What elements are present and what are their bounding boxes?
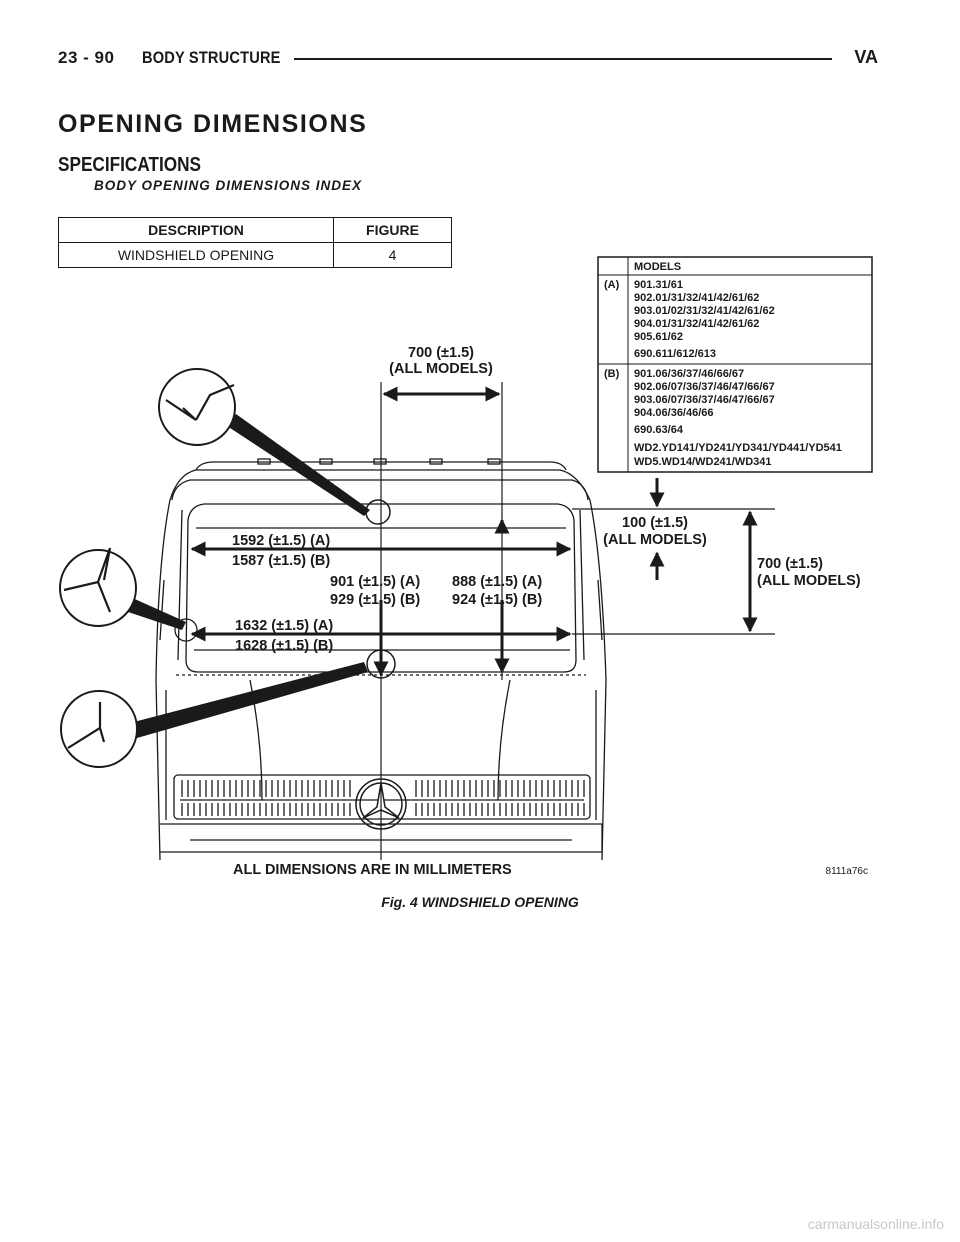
models-b-line: 901.06/36/37/46/66/67 <box>634 368 745 380</box>
figure-caption: Fig. 4 WINDSHIELD OPENING <box>381 894 579 910</box>
models-a-line: 901.31/61 <box>634 279 683 291</box>
page-number: 23 - 90 <box>58 48 115 67</box>
page-title: OPENING DIMENSIONS <box>58 110 368 138</box>
dim-top-value: 700 (±1.5) <box>408 345 474 361</box>
dim-diag-1-b: 929 (±1.5) (B) <box>330 592 421 608</box>
dim-width-2-a: 1632 (±1.5) (A) <box>235 618 334 634</box>
dim-right-2-models: (ALL MODELS) <box>757 573 861 589</box>
models-b-line: 904.06/36/46/66 <box>634 407 714 419</box>
watermark: carmanualsonline.info <box>807 1216 944 1232</box>
models-b-line: WD2.YD141/YD241/YD341/YD441/YD541 <box>634 442 842 454</box>
dim-diag-2-a: 888 (±1.5) (A) <box>452 574 543 590</box>
dim-diag-2-b: 924 (±1.5) (B) <box>452 592 543 608</box>
index-cell-figure: 4 <box>334 243 452 268</box>
figure-id: 8111a76c <box>825 866 868 877</box>
dim-width-1-b: 1587 (±1.5) (B) <box>232 553 331 569</box>
dim-diag-1-a: 901 (±1.5) (A) <box>330 574 421 590</box>
detail-callouts <box>60 369 395 767</box>
models-key-b: (B) <box>604 368 620 380</box>
section-title: BODY STRUCTURE <box>142 48 281 67</box>
dim-width-1-a: 1592 (±1.5) (A) <box>232 533 331 549</box>
dim-width-2-b: 1628 (±1.5) (B) <box>235 638 334 654</box>
index-header-description: DESCRIPTION <box>59 218 334 243</box>
index-title: BODY OPENING DIMENSIONS INDEX <box>94 178 363 193</box>
index-cell-description: WINDSHIELD OPENING <box>59 243 334 268</box>
models-a-line: 903.01/02/31/32/41/42/61/62 <box>634 305 775 317</box>
model-code: VA <box>854 47 878 67</box>
models-b-line: 903.06/07/36/37/46/47/66/67 <box>634 394 775 406</box>
models-key-a: (A) <box>604 279 620 291</box>
models-a-line: 690.611/612/613 <box>634 348 716 360</box>
models-header: MODELS <box>634 261 682 273</box>
models-a-line: 902.01/31/32/41/42/61/62 <box>634 292 760 304</box>
models-b-line: 902.06/07/36/37/46/47/66/67 <box>634 381 775 393</box>
dim-top-models: (ALL MODELS) <box>389 361 493 377</box>
section-subtitle: SPECIFICATIONS <box>58 154 202 176</box>
dim-right-1-models: (ALL MODELS) <box>603 532 707 548</box>
dim-right-2-value: 700 (±1.5) <box>757 556 823 572</box>
models-table <box>598 257 872 472</box>
models-b-line: WD5.WD14/WD241/WD341 <box>634 456 772 468</box>
dim-right-1-value: 100 (±1.5) <box>622 515 688 531</box>
figure-note: ALL DIMENSIONS ARE IN MILLIMETERS <box>233 862 512 878</box>
models-a-line: 905.61/62 <box>634 331 683 343</box>
models-a-line: 904.01/31/32/41/42/61/62 <box>634 318 760 330</box>
index-header-figure: FIGURE <box>334 218 452 243</box>
models-b-line: 690.63/64 <box>634 424 683 436</box>
